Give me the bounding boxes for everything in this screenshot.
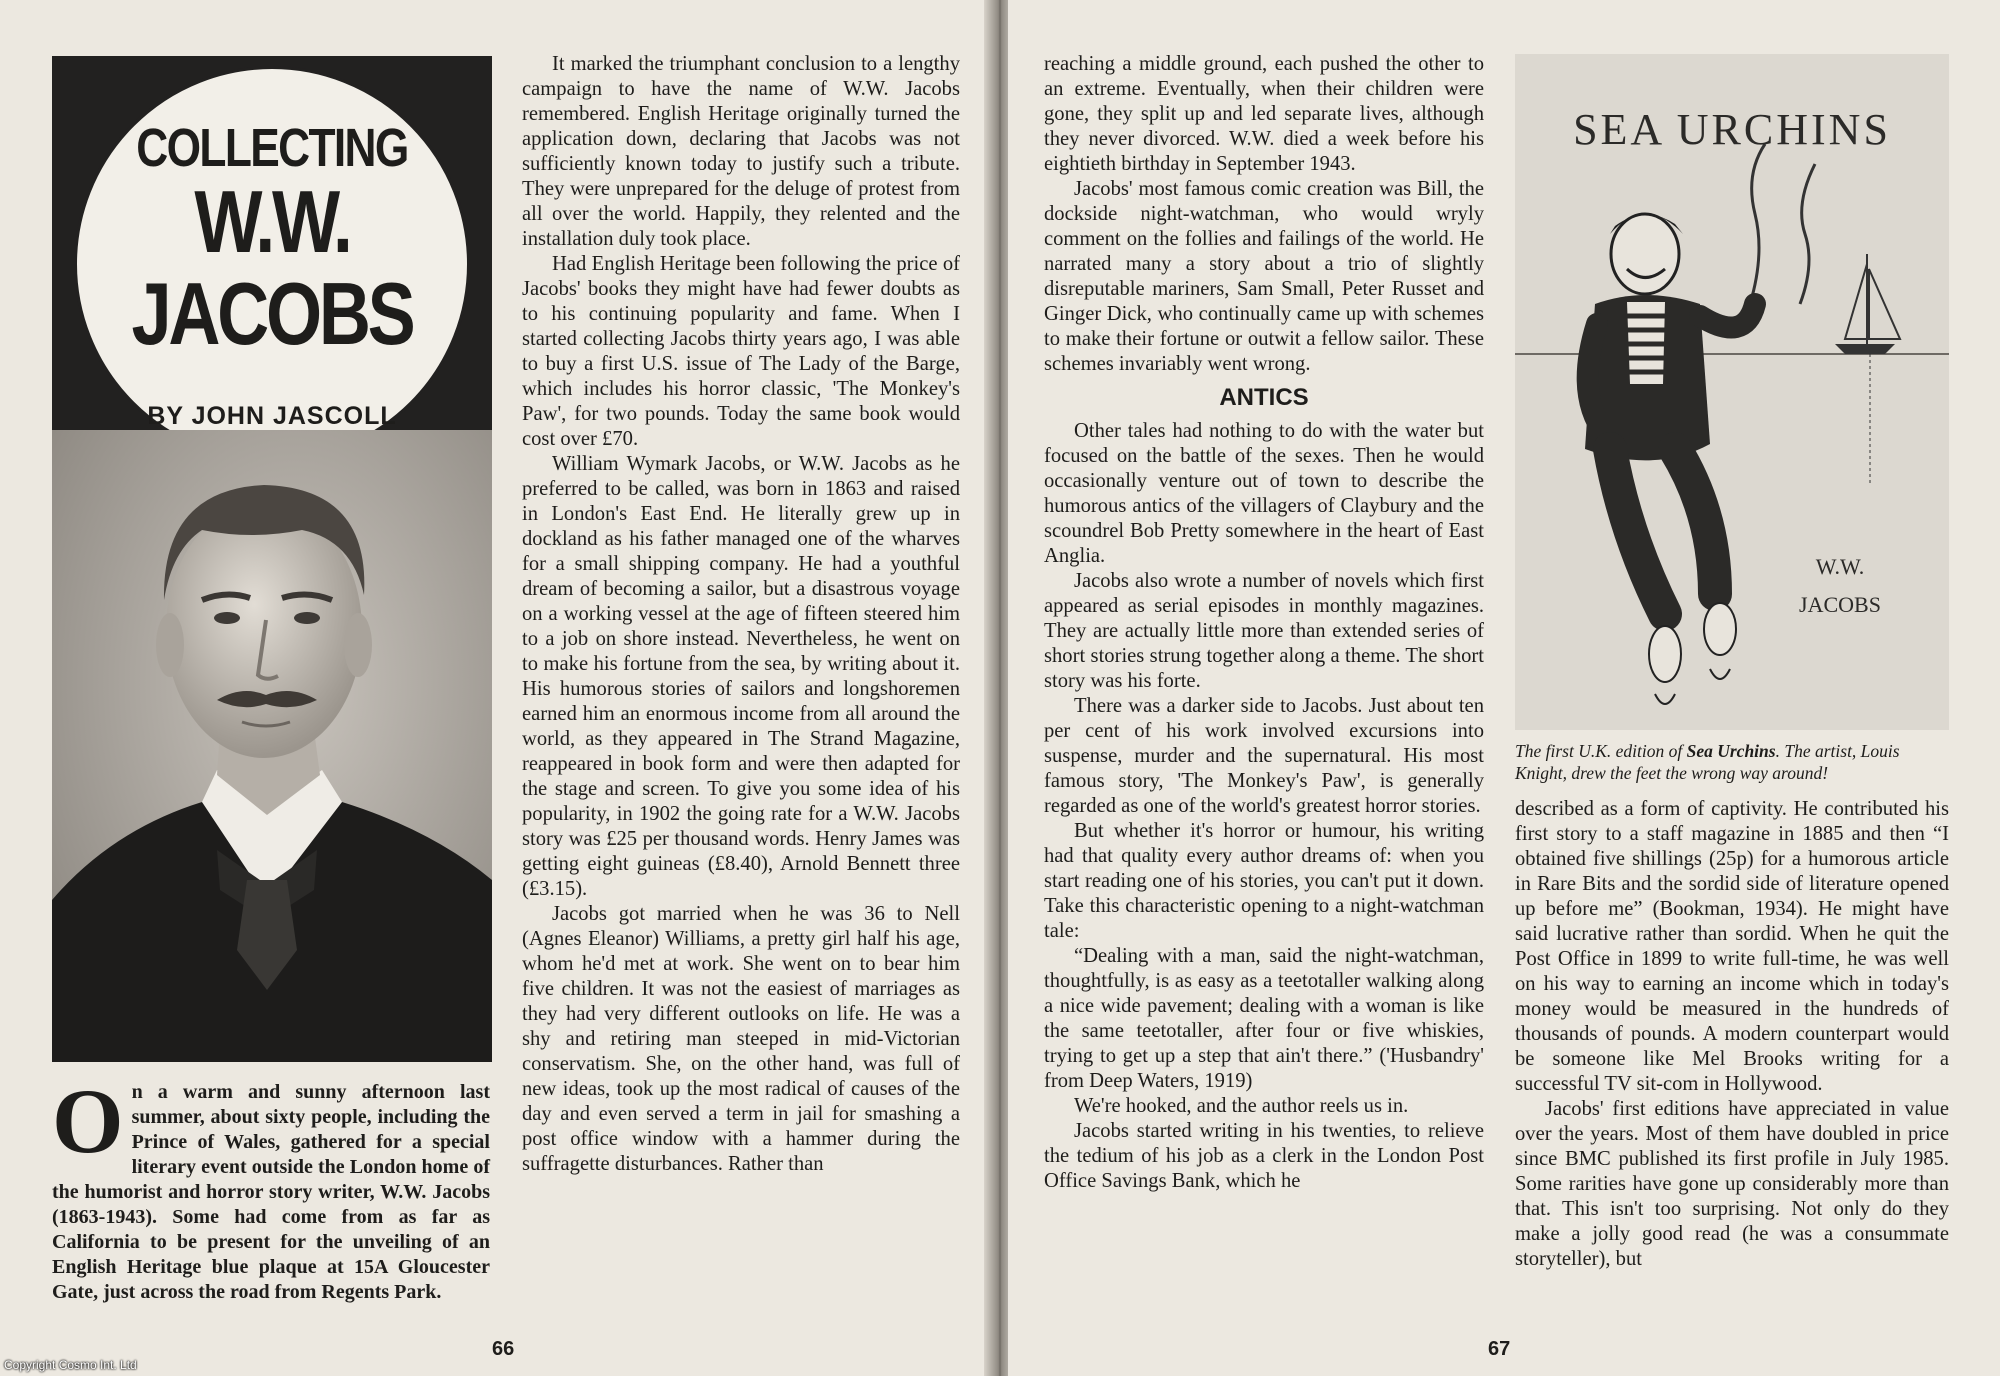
paragraph: There was a darker side to Jacobs. Just about ten per cent of his work involved excursions into suspense, murder and the supernatural. His most famous story, 'The Monkey's Paw', is generally regarded as one of the world's greatest horror stories.	[1044, 695, 1484, 817]
paragraph: Jacobs started writing in his twenties, to relieve the tedium of his job as a clerk in the London Post Office Savings Bank, which he	[1044, 1120, 1484, 1192]
title-kicker: COLLECTING	[136, 118, 408, 178]
right-page-column-1	[1044, 52, 1484, 1194]
title-name-line-1: W.W.	[194, 172, 350, 271]
paragraph: Other tales had nothing to do with the water but focused on the battle of the sexes. Then he would occasionally venture out of town to describe the humorous antics of the villagers of Claybury and the scoundrel Bob Pretty somewhere in the heart of East Anglia.	[1044, 420, 1484, 567]
portrait-illustration	[52, 430, 492, 1062]
paragraph: We're hooked, and the author reels us in.	[1074, 1095, 1409, 1117]
paragraph: Jacobs' most famous comic creation was Bill, the dockside night-watchman, who would wryly comment on the follies and failings of the world. He narrated many a story about a trio of slightly disreputable mariners, Sam Small, Peter Russet and Ginger Dick, who continually came up with schemes to make their fortune or outwit a fellow sailor. These schemes invariably went wrong.	[1044, 178, 1484, 375]
paragraph: Had English Heritage been following the price of Jacobs' books they might have had fewer doubts as to his continuing popularity and fame. When I started collecting Jacobs thirty years ago, I was able to buy a first U.S. issue of The Lady of the Barge, which includes his horror classic, 'The Monkey's Paw', for two pounds. Today the same book would cost over £70.	[522, 253, 960, 450]
title-name-line-2: JACOBS	[131, 264, 413, 363]
caption-suffix: . The artist, Louis Knight, drew the feet the wrong way around!	[1515, 741, 1900, 783]
left-page	[0, 0, 992, 1376]
copyright-watermark: Copyright Cosmo Int. Ltd	[4, 1358, 137, 1372]
paragraph: It marked the triumphant conclusion to a lengthy campaign to have the name of W.W. Jacobs remembered. English Heritage originally turned the application down, declaring that Jacobs was not sufficiently known today to justify such a tribute. They were unprepared for the deluge of protest from all over the world. Happily, they relented and the installation duly took place.	[522, 53, 960, 250]
right-page-column-2	[1515, 797, 1949, 1272]
section-heading: ANTICS	[1219, 384, 1309, 411]
paragraph: Jacobs also wrote a number of novels which first appeared as serial episodes in monthly magazines. They are actually little more than extended series of short stories strung together along a theme. The short story was his forte.	[1044, 570, 1484, 692]
paragraph: But whether it's horror or humour, his writing had that quality every author dreams of: when you start reading one of his stories, you can't put it down. Take this characteristic opening to a night-watchman tale:	[1044, 820, 1484, 942]
paragraph: described as a form of captivity. He contributed his first story to a staff magazine in 1885 and then “I obtained five shillings (25p) for a humorous article in Rare Bits and the sordid side of literature opened up before me” (Bookman, 1934). He might have said lucrative rather than sordid. When he quit the Post Office in 1899 to write full-time, he was well on his way to earning an income which in today's money would be measured in the hundreds of thousands of pounds. A modern counterpart would be someone like Mel Brooks writing for a successful TV sit-com in Hollywood.	[1515, 798, 1949, 1095]
title-block	[52, 56, 492, 430]
intro-paragraph	[52, 1070, 490, 1305]
cover-author	[1770, 548, 1910, 624]
paragraph: reaching a middle ground, each pushed the other to an extreme. Eventually, when their children were gone, they split up and led separate lives, although they never divorced. W.W. died a week before his eightieth birthday in September 1943.	[1044, 53, 1484, 175]
drop-cap: O	[52, 1070, 124, 1172]
cover-caption	[1515, 740, 1949, 784]
author-portrait-photo	[52, 430, 492, 1062]
page-number-right: 67	[1488, 1338, 1511, 1360]
cover-author-line-1: W.W.	[1815, 554, 1865, 579]
cover-illustration	[1515, 54, 1949, 730]
paragraph: William Wymark Jacobs, or W.W. Jacobs as he preferred to be called, was born in 1863 and raised in London's East End. He literally grew up in dockland as his father managed one of the wharves for a small shipping company. He had a youthful dream of becoming a sailor, but a disastrous voyage on a working vessel at the age of fifteen steered him to a job on shore instead. Nevertheless, he went on to make his fortune from the sea, by writing about it. His humorous stories of sailors and longshoremen earned him an enormous income from all around the world, as they appeared in The Strand Magazine, reappeared in book form and were then adapted for the stage and screen. To give you some idea of his popularity, in 1902 the going rate for a W.W. Jacobs story was £25 per thousand words. Henry James was getting eight guineas (£8.40), Arnold Bennett three (£3.15).	[522, 453, 960, 900]
quote-paragraph: “Dealing with a man, said the night-watchman, thoughtfully, is as easy as a teetotaller walking along a nice wide pavement; dealing with a woman is like the same teetotaller, after four or five whiskies, trying to get up a step that ain't there.” ('Husbandry' from Deep Waters, 1919)	[1044, 945, 1484, 1092]
caption-prefix: The first U.K. edition of	[1515, 741, 1687, 761]
paragraph: Jacobs got married when he was 36 to Nell (Agnes Eleanor) Williams, a pretty girl half his age, whom he'd met at work. She went on to bear him five children. It was not the easiest of marriages as they had very different outlooks on life. He was a shy and retiring man steeped in mid-Victorian conservatism. She, on the other hand, was full of new ideas, took up the most radical of causes of the day and even served a term in jail for smashing a post office window with a hammer during the suffragette disturbances. Rather than	[522, 903, 960, 1175]
cover-author-line-2: JACOBS	[1799, 592, 1881, 617]
left-page-column-2	[522, 52, 960, 1177]
sea-urchins-cover-image	[1515, 54, 1949, 730]
intro-text: n a warm and sunny afternoon last summer, about sixty people, including the Prince of Wales, gathered for a special literary event outside the London home of the humorist and horror story writer, W.W. Jacobs (1863-1943). Some had come from as far as California to be present for the unveiling of an English Heritage blue plaque at 15A Gloucester Gate, just across the road from Regents Park.	[52, 1081, 490, 1303]
cover-title: SEA URCHINS	[1573, 105, 1891, 154]
byline: BY JOHN JASCOLL	[147, 402, 397, 430]
page-number-left: 66	[492, 1338, 515, 1360]
caption-book-title: Sea Urchins	[1686, 741, 1776, 761]
paragraph: Jacobs' first editions have appreciated in value over the years. Most of them have doubled in price since BMC published its first profile in July 1985. Some rarities have gone up considerably more than that. This isn't too surprising. Not only do they make a jolly good read (he was a consummate storyteller), but	[1515, 1098, 1949, 1270]
